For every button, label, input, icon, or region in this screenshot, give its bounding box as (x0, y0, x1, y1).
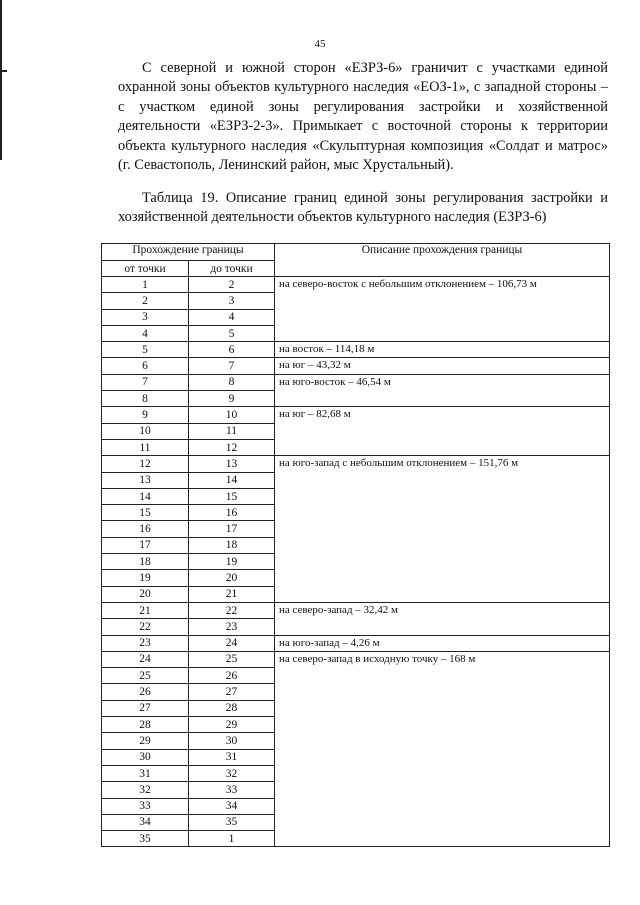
header-passage: Прохождение границы (102, 244, 275, 261)
cell-to-point: 34 (189, 798, 275, 814)
boundary-table (101, 243, 610, 847)
table-row (102, 602, 610, 618)
cell-to-point: 28 (189, 700, 275, 716)
cell-description: на юго-запад – 4,26 м (275, 635, 610, 651)
cell-description: на северо-запад – 32,42 м (275, 602, 610, 635)
cell-description: на юго-восток – 46,54 м (275, 374, 610, 407)
cell-from-point: 21 (102, 602, 189, 618)
cell-to-point: 30 (189, 733, 275, 749)
cell-description: на восток – 114,18 м (275, 342, 610, 358)
cell-from-point: 29 (102, 733, 189, 749)
cell-to-point: 11 (189, 423, 275, 439)
table-caption: Таблица 19. Описание границ единой зоны регулирования застройки и хозяйственной деятельности объектов культурного наследия (ЕЗРЗ-6) (118, 190, 608, 226)
cell-description: на северо-запад в исходную точку – 168 м (275, 651, 610, 847)
cell-from-point: 31 (102, 765, 189, 781)
cell-to-point: 5 (189, 325, 275, 341)
cell-to-point: 27 (189, 684, 275, 700)
cell-to-point: 22 (189, 602, 275, 618)
cell-to-point: 19 (189, 554, 275, 570)
page-edge-tick (0, 70, 7, 72)
body-paragraph: С северной и южной сторон «ЕЗРЗ-6» граничит с участками единой охранной зоны объектов культурного наследия «ЕОЗ-1», с западной стороны – с участком единой зоны регулирования застройки и хозяйственной деятельности «ЕЗРЗ-2-3». Примыкает с восточной стороны к территории объекта культурного наследия «Скульптурная композиция «Солдат и матрос» (г. Севастополь, Ленинский район, мыс Хрустальный). (118, 60, 608, 174)
cell-from-point: 14 (102, 488, 189, 504)
cell-description: на юг – 43,32 м (275, 358, 610, 374)
cell-from-point: 3 (102, 309, 189, 325)
cell-description: на юг – 82,68 м (275, 407, 610, 456)
cell-to-point: 13 (189, 456, 275, 472)
cell-to-point: 15 (189, 488, 275, 504)
cell-to-point: 35 (189, 814, 275, 830)
cell-from-point: 34 (102, 814, 189, 830)
cell-to-point: 6 (189, 342, 275, 358)
cell-from-point: 20 (102, 586, 189, 602)
cell-from-point: 26 (102, 684, 189, 700)
cell-to-point: 29 (189, 717, 275, 733)
cell-from-point: 27 (102, 700, 189, 716)
header-to: до точки (189, 261, 275, 277)
cell-to-point: 24 (189, 635, 275, 651)
table-row (102, 456, 610, 472)
cell-from-point: 8 (102, 391, 189, 407)
cell-from-point: 13 (102, 472, 189, 488)
cell-from-point: 2 (102, 293, 189, 309)
cell-description: на северо-восток с небольшим отклонением – 106,73 м (275, 277, 610, 342)
cell-to-point: 17 (189, 521, 275, 537)
cell-to-point: 8 (189, 374, 275, 390)
cell-from-point: 5 (102, 342, 189, 358)
cell-from-point: 32 (102, 782, 189, 798)
cell-from-point: 10 (102, 423, 189, 439)
cell-to-point: 4 (189, 309, 275, 325)
cell-to-point: 9 (189, 391, 275, 407)
table-row (102, 358, 610, 374)
cell-from-point: 24 (102, 651, 189, 667)
cell-from-point: 22 (102, 619, 189, 635)
cell-to-point: 32 (189, 765, 275, 781)
cell-to-point: 1 (189, 831, 275, 847)
cell-from-point: 6 (102, 358, 189, 374)
cell-from-point: 9 (102, 407, 189, 423)
cell-to-point: 26 (189, 668, 275, 684)
cell-to-point: 12 (189, 439, 275, 455)
cell-from-point: 15 (102, 505, 189, 521)
cell-to-point: 20 (189, 570, 275, 586)
cell-from-point: 23 (102, 635, 189, 651)
cell-from-point: 30 (102, 749, 189, 765)
page-number: 45 (314, 38, 326, 50)
cell-from-point: 35 (102, 831, 189, 847)
cell-from-point: 4 (102, 325, 189, 341)
cell-from-point: 12 (102, 456, 189, 472)
cell-from-point: 19 (102, 570, 189, 586)
cell-from-point: 7 (102, 374, 189, 390)
cell-to-point: 25 (189, 651, 275, 667)
table-body (102, 277, 610, 847)
cell-from-point: 18 (102, 554, 189, 570)
cell-from-point: 28 (102, 717, 189, 733)
table-row (102, 374, 610, 390)
cell-from-point: 1 (102, 277, 189, 293)
cell-to-point: 16 (189, 505, 275, 521)
cell-to-point: 31 (189, 749, 275, 765)
cell-to-point: 2 (189, 277, 275, 293)
cell-description: на юго-запад с небольшим отклонением – 151,76 м (275, 456, 610, 603)
cell-from-point: 17 (102, 537, 189, 553)
cell-to-point: 21 (189, 586, 275, 602)
header-description: Описание прохождения границы (275, 244, 610, 277)
cell-to-point: 14 (189, 472, 275, 488)
cell-from-point: 25 (102, 668, 189, 684)
cell-to-point: 3 (189, 293, 275, 309)
table-row (102, 277, 610, 293)
table-row (102, 651, 610, 667)
table-row (102, 342, 610, 358)
header-from: от точки (102, 261, 189, 277)
cell-from-point: 33 (102, 798, 189, 814)
table-row (102, 635, 610, 651)
table-row (102, 407, 610, 423)
cell-to-point: 7 (189, 358, 275, 374)
cell-from-point: 11 (102, 439, 189, 455)
cell-from-point: 16 (102, 521, 189, 537)
cell-to-point: 10 (189, 407, 275, 423)
cell-to-point: 18 (189, 537, 275, 553)
cell-to-point: 33 (189, 782, 275, 798)
cell-to-point: 23 (189, 619, 275, 635)
page-edge-line (0, 0, 2, 160)
